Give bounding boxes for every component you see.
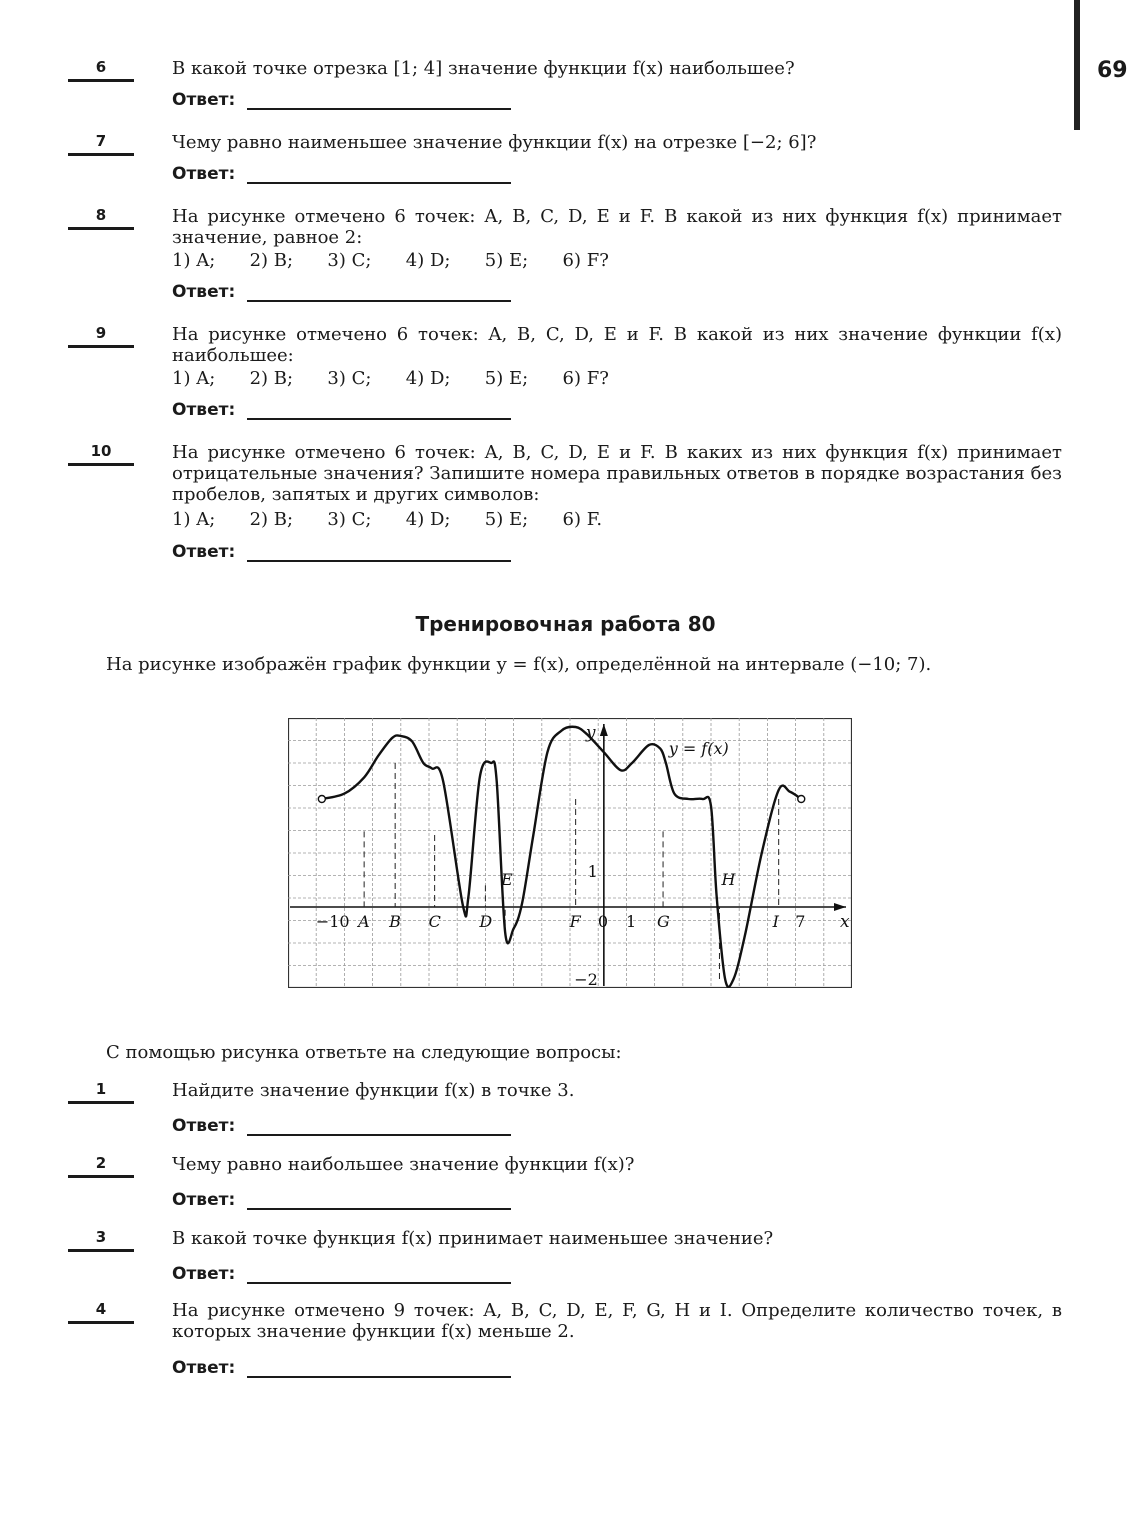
answer-row <box>172 282 511 302</box>
answer-label: Ответ: <box>172 1358 236 1378</box>
task-number: 4 <box>68 1300 134 1324</box>
point-label-c: C <box>428 912 441 931</box>
section-title: Тренировочная работа 80 <box>415 612 716 636</box>
task-text: На рисунке отмечено 6 точек: A, B, C, D, E и F. В каких из них функция f(x) принимает отрицательные значения? Запишите номера правильных ответов в порядке возрастания без пробелов, запятых и других символов: <box>172 442 1062 505</box>
answer-label: Ответ: <box>172 164 236 184</box>
tick-label: 7 <box>795 912 806 931</box>
page-edge-bar <box>1074 0 1080 130</box>
y-axis-label: y <box>585 723 596 743</box>
point-label-f: F <box>569 912 581 931</box>
task-options: 1) A; 2) B; 3) C; 4) D; 5) E; 6) F. <box>172 509 603 530</box>
questions-intro: С помощью рисунка ответьте на следующие вопросы: <box>106 1042 622 1063</box>
tick-label: −2 <box>574 970 598 988</box>
open-endpoint-left <box>318 796 325 803</box>
point-label-g: G <box>657 912 670 931</box>
tick-label: 1 <box>626 912 637 931</box>
tick-label: −10 <box>315 912 350 931</box>
answer-row <box>172 1190 511 1210</box>
answer-field[interactable] <box>247 1266 511 1284</box>
answer-label: Ответ: <box>172 1116 236 1136</box>
task-text: На рисунке отмечено 6 точек: A, B, C, D, E и F. В какой из них значение функции f(x) наибольшее: <box>172 324 1062 366</box>
task-number: 6 <box>68 58 134 82</box>
point-label-b: B <box>389 912 401 931</box>
point-label-h: H <box>721 870 736 889</box>
answer-field[interactable] <box>247 402 511 420</box>
task-number: 9 <box>68 324 134 348</box>
answer-field[interactable] <box>247 1360 511 1378</box>
task-text: На рисунке отмечено 6 точек: A, B, C, D, E и F. В какой из них функция f(x) принимает значение, равное 2: <box>172 206 1062 248</box>
task-number: 3 <box>68 1228 134 1252</box>
task-options: 1) A; 2) B; 3) C; 4) D; 5) E; 6) F? <box>172 250 609 271</box>
task-text: Чему равно наибольшее значение функции f(x)? <box>172 1154 635 1175</box>
answer-field[interactable] <box>247 1118 511 1136</box>
answer-label: Ответ: <box>172 1190 236 1210</box>
tick-label: 0 <box>597 912 609 931</box>
task-number: 2 <box>68 1154 134 1178</box>
task-text: Найдите значение функции f(x) в точке 3. <box>172 1080 575 1101</box>
answer-field[interactable] <box>247 166 511 184</box>
answer-field[interactable] <box>247 544 511 562</box>
answer-row <box>172 1264 511 1284</box>
answer-row <box>172 90 511 110</box>
answer-row <box>172 164 511 184</box>
task-text: Чему равно наименьшее значение функции f(x) на отрезке [−2; 6]? <box>172 132 817 153</box>
answer-row <box>172 542 511 562</box>
task-number: 10 <box>68 442 134 466</box>
point-label-a: A <box>358 912 370 931</box>
task-text: На рисунке отмечено 9 точек: A, B, C, D, E, F, G, H и I. Определите количество точек, в которых значение функции f(x) меньше 2. <box>172 1300 1062 1342</box>
task-text: В какой точке функция f(x) принимает наименьшее значение? <box>172 1228 774 1249</box>
point-label-d: D <box>479 912 493 931</box>
x-axis-label: x <box>840 912 850 932</box>
page-number: 69 <box>1097 58 1128 83</box>
task-number: 8 <box>68 206 134 230</box>
task-options: 1) A; 2) B; 3) C; 4) D; 5) E; 6) F? <box>172 368 609 389</box>
task-number: 1 <box>68 1080 134 1104</box>
answer-row <box>172 400 511 420</box>
curve-label: y = f(x) <box>668 739 729 758</box>
answer-field[interactable] <box>247 284 511 302</box>
task-text: В какой точке отрезка [1; 4] значение функции f(x) наибольшее? <box>172 58 795 79</box>
answer-label: Ответ: <box>172 1264 236 1284</box>
point-label-i: I <box>772 912 780 931</box>
point-label-e: E <box>501 870 513 889</box>
answer-row <box>172 1116 511 1136</box>
answer-label: Ответ: <box>172 542 236 562</box>
answer-label: Ответ: <box>172 282 236 302</box>
open-endpoint-right <box>798 796 805 803</box>
task-number: 7 <box>68 132 134 156</box>
intro-text: На рисунке изображён график функции y = f(x), определённой на интервале (−10; 7). <box>106 654 932 675</box>
tick-label: 1 <box>587 862 598 881</box>
answer-row <box>172 1358 511 1378</box>
answer-field[interactable] <box>247 1192 511 1210</box>
answer-label: Ответ: <box>172 400 236 420</box>
answer-label: Ответ: <box>172 90 236 110</box>
function-graph <box>288 718 852 988</box>
answer-field[interactable] <box>247 92 511 110</box>
